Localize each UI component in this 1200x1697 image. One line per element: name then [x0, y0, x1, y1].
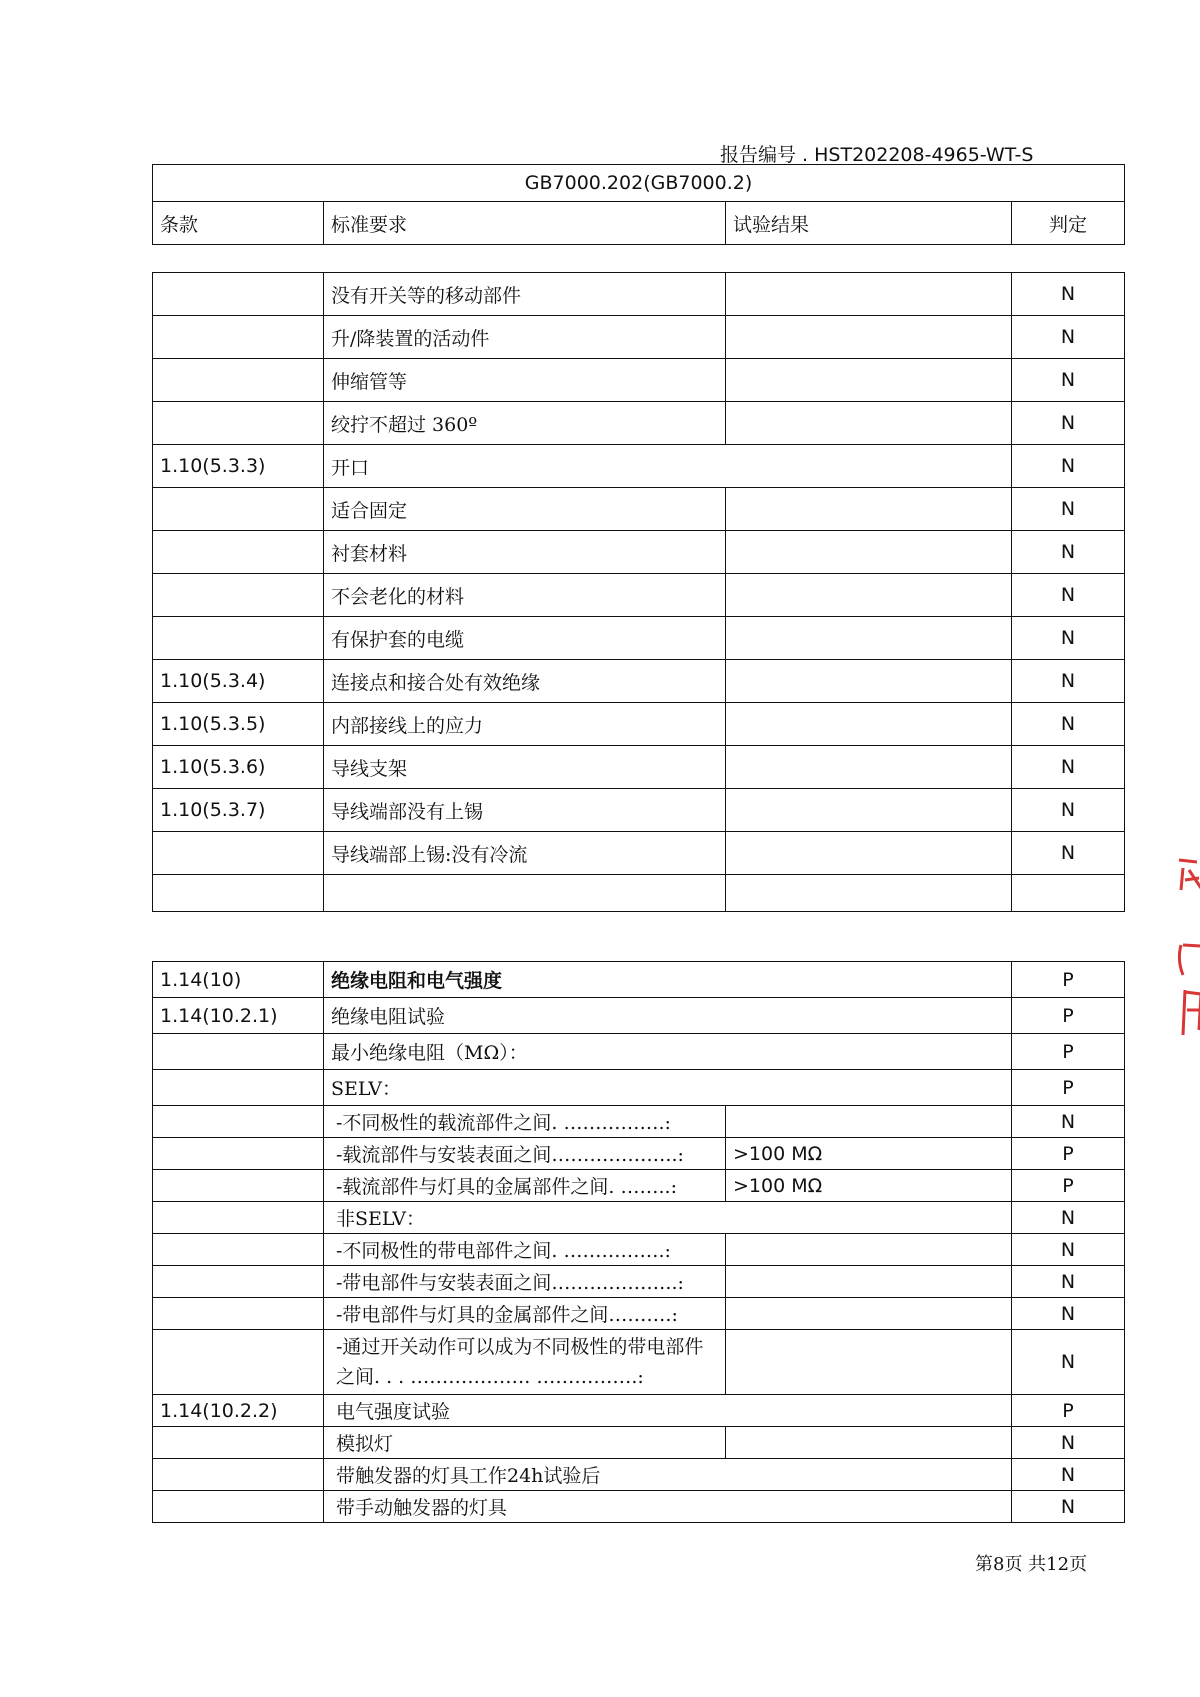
- clause-cell: [153, 1070, 324, 1106]
- requirement-cell: 导线端部上锡:没有冷流: [324, 832, 726, 875]
- verdict-cell: P: [1012, 1395, 1125, 1427]
- result-cell: >100 MΩ: [726, 1138, 1012, 1170]
- verdict-cell: N: [1012, 273, 1125, 316]
- verdict-cell: N: [1012, 316, 1125, 359]
- requirement-cell: -不同极性的载流部件之间. …………….:: [324, 1106, 726, 1138]
- clause-cell: [153, 1234, 324, 1266]
- clause-cell: 1.10(5.3.4): [153, 660, 324, 703]
- table-row: [153, 875, 1125, 912]
- result-cell: [726, 1266, 1012, 1298]
- clause-cell: [153, 1459, 324, 1491]
- requirement-cell: 导线端部没有上锡: [324, 789, 726, 832]
- clause-cell: [153, 617, 324, 660]
- insulation-test-table: [152, 961, 1125, 1523]
- verdict-cell: N: [1012, 1202, 1125, 1234]
- verdict-cell: N: [1012, 789, 1125, 832]
- table-row: [153, 1266, 1125, 1298]
- result-cell: [726, 316, 1012, 359]
- report-number: 报告编号 . HST202208-4965-WT-S: [720, 144, 1034, 166]
- column-header-result: 试验结果: [726, 202, 1012, 245]
- requirement-cell: 绞拧不超过 360º: [324, 402, 726, 445]
- verdict-cell: P: [1012, 962, 1125, 998]
- requirement-cell: [324, 875, 726, 912]
- clause-cell: [153, 1491, 324, 1523]
- result-cell: [726, 789, 1012, 832]
- result-cell: [726, 273, 1012, 316]
- table-row: [153, 359, 1125, 402]
- requirement-cell: 升/降装置的活动件: [324, 316, 726, 359]
- result-cell: [726, 875, 1012, 912]
- table-row: [153, 1170, 1125, 1202]
- verdict-cell: N: [1012, 832, 1125, 875]
- requirement-cell: 伸缩管等: [324, 359, 726, 402]
- clause-cell: [153, 1427, 324, 1459]
- result-cell: [726, 1298, 1012, 1330]
- verdict-cell: N: [1012, 660, 1125, 703]
- clause-cell: 1.14(10): [153, 962, 324, 998]
- result-cell: [726, 660, 1012, 703]
- requirement-cell: 内部接线上的应力: [324, 703, 726, 746]
- clause-cell: 1.10(5.3.7): [153, 789, 324, 832]
- clause-cell: [153, 1298, 324, 1330]
- verdict-cell: N: [1012, 746, 1125, 789]
- requirement-cell: -载流部件与安装表面之间………………..:: [324, 1138, 726, 1170]
- clause-cell: [153, 531, 324, 574]
- table-row: [153, 1070, 1125, 1106]
- verdict-cell: N: [1012, 1330, 1125, 1395]
- requirement-cell: -载流部件与灯具的金属部件之间. ……..:: [324, 1170, 726, 1202]
- table-row: [153, 488, 1125, 531]
- result-cell: [726, 359, 1012, 402]
- header-table: [152, 164, 1125, 245]
- clause-cell: [153, 316, 324, 359]
- table-row: [153, 1106, 1125, 1138]
- requirement-cell: -不同极性的带电部件之间. …………….:: [324, 1234, 726, 1266]
- table-row: [153, 789, 1125, 832]
- clause-cell: [153, 488, 324, 531]
- column-header-clause: 条款: [153, 202, 324, 245]
- requirement-cell: 没有开关等的移动部件: [324, 273, 726, 316]
- result-cell: [726, 531, 1012, 574]
- table-row: [153, 1298, 1125, 1330]
- requirement-cell: 电气强度试验: [324, 1395, 1012, 1427]
- requirement-cell: 带触发器的灯具工作24h试验后: [324, 1459, 1012, 1491]
- verdict-cell: [1012, 875, 1125, 912]
- standard-title: GB7000.202(GB7000.2): [153, 165, 1125, 202]
- requirement-cell: 衬套材料: [324, 531, 726, 574]
- table-row: [153, 1138, 1125, 1170]
- result-cell: [726, 574, 1012, 617]
- result-cell: >100 MΩ: [726, 1170, 1012, 1202]
- clause-cell: [153, 1138, 324, 1170]
- verdict-cell: N: [1012, 617, 1125, 660]
- clause-cell: [153, 832, 324, 875]
- requirement-cell: 不会老化的材料: [324, 574, 726, 617]
- red-stamp-fragment: [1175, 850, 1200, 1050]
- table-row: [153, 617, 1125, 660]
- table-row: [153, 746, 1125, 789]
- page-number: 第8页 共12页: [975, 1554, 1088, 1575]
- verdict-cell: N: [1012, 531, 1125, 574]
- requirement-cell: 带手动触发器的灯具: [324, 1491, 1012, 1523]
- verdict-cell: N: [1012, 1106, 1125, 1138]
- verdict-cell: N: [1012, 402, 1125, 445]
- verdict-cell: N: [1012, 703, 1125, 746]
- clause-cell: 1.10(5.3.5): [153, 703, 324, 746]
- result-cell: [726, 1234, 1012, 1266]
- clause-cell: [153, 402, 324, 445]
- verdict-cell: N: [1012, 1298, 1125, 1330]
- requirement-cell: -通过开关动作可以成为不同极性的带电部件之间. . . ………………. …………….:: [324, 1330, 726, 1395]
- requirement-cell: 绝缘电阻试验: [324, 998, 1012, 1034]
- result-cell: [726, 402, 1012, 445]
- verdict-cell: N: [1012, 1459, 1125, 1491]
- requirement-cell: SELV：: [324, 1070, 1012, 1106]
- requirement-cell: 模拟灯: [324, 1427, 726, 1459]
- stamp-icon: [1175, 850, 1200, 1050]
- verdict-cell: N: [1012, 1266, 1125, 1298]
- clause-cell: 1.14(10.2.2): [153, 1395, 324, 1427]
- verdict-cell: P: [1012, 998, 1125, 1034]
- verdict-cell: P: [1012, 1170, 1125, 1202]
- requirement-cell: 适合固定: [324, 488, 726, 531]
- clause-cell: [153, 875, 324, 912]
- column-header-requirement: 标准要求: [324, 202, 726, 245]
- table-row: [153, 998, 1125, 1034]
- result-cell: [726, 1106, 1012, 1138]
- verdict-cell: N: [1012, 488, 1125, 531]
- result-cell: [726, 617, 1012, 660]
- verdict-cell: P: [1012, 1034, 1125, 1070]
- requirement-cell: 最小绝缘电阻（MΩ）：: [324, 1034, 1012, 1070]
- table-row: [153, 1234, 1125, 1266]
- requirement-cell: 非SELV：: [324, 1202, 1012, 1234]
- requirement-cell: 导线支架: [324, 746, 726, 789]
- table-row: [153, 1491, 1125, 1523]
- table-row: [153, 660, 1125, 703]
- verdict-cell: N: [1012, 1234, 1125, 1266]
- result-cell: [726, 1330, 1012, 1395]
- table-row: [153, 531, 1125, 574]
- result-cell: [726, 832, 1012, 875]
- table-row: [153, 445, 1125, 488]
- requirement-cell: -带电部件与安装表面之间………………..:: [324, 1266, 726, 1298]
- table-row: [153, 1427, 1125, 1459]
- verdict-cell: N: [1012, 445, 1125, 488]
- verdict-cell: N: [1012, 1491, 1125, 1523]
- clause-cell: [153, 574, 324, 617]
- requirement-cell: 有保护套的电缆: [324, 617, 726, 660]
- table-row: [153, 402, 1125, 445]
- table-row: [153, 703, 1125, 746]
- table-row: [153, 1034, 1125, 1070]
- column-header-verdict: 判定: [1012, 202, 1125, 245]
- result-cell: [726, 488, 1012, 531]
- requirement-cell: 连接点和接合处有效绝缘: [324, 660, 726, 703]
- table-row: [153, 1202, 1125, 1234]
- table-row: [153, 316, 1125, 359]
- clause-cell: [153, 273, 324, 316]
- clause-cell: [153, 359, 324, 402]
- clause-cell: 1.10(5.3.6): [153, 746, 324, 789]
- table-row: [153, 832, 1125, 875]
- result-cell: [726, 746, 1012, 789]
- clause-cell: 1.10(5.3.3): [153, 445, 324, 488]
- clause-cell: [153, 1106, 324, 1138]
- clause-cell: [153, 1266, 324, 1298]
- table-row: [153, 273, 1125, 316]
- clause-cell: [153, 1330, 324, 1395]
- table-row: [153, 1395, 1125, 1427]
- cable-requirements-table: [152, 272, 1125, 912]
- table-row: [153, 1459, 1125, 1491]
- requirement-cell: -带电部件与灯具的金属部件之间……….:: [324, 1298, 726, 1330]
- result-cell: [726, 703, 1012, 746]
- verdict-cell: N: [1012, 1427, 1125, 1459]
- clause-cell: [153, 1034, 324, 1070]
- clause-cell: [153, 1170, 324, 1202]
- clause-cell: 1.14(10.2.1): [153, 998, 324, 1034]
- requirement-cell: 绝缘电阻和电气强度: [324, 962, 1012, 998]
- verdict-cell: P: [1012, 1070, 1125, 1106]
- verdict-cell: N: [1012, 359, 1125, 402]
- table-row: [153, 574, 1125, 617]
- requirement-cell: 开口: [324, 445, 1012, 488]
- table-row: [153, 1330, 1125, 1395]
- clause-cell: [153, 1202, 324, 1234]
- verdict-cell: P: [1012, 1138, 1125, 1170]
- result-cell: [726, 1427, 1012, 1459]
- table-row: [153, 962, 1125, 998]
- verdict-cell: N: [1012, 574, 1125, 617]
